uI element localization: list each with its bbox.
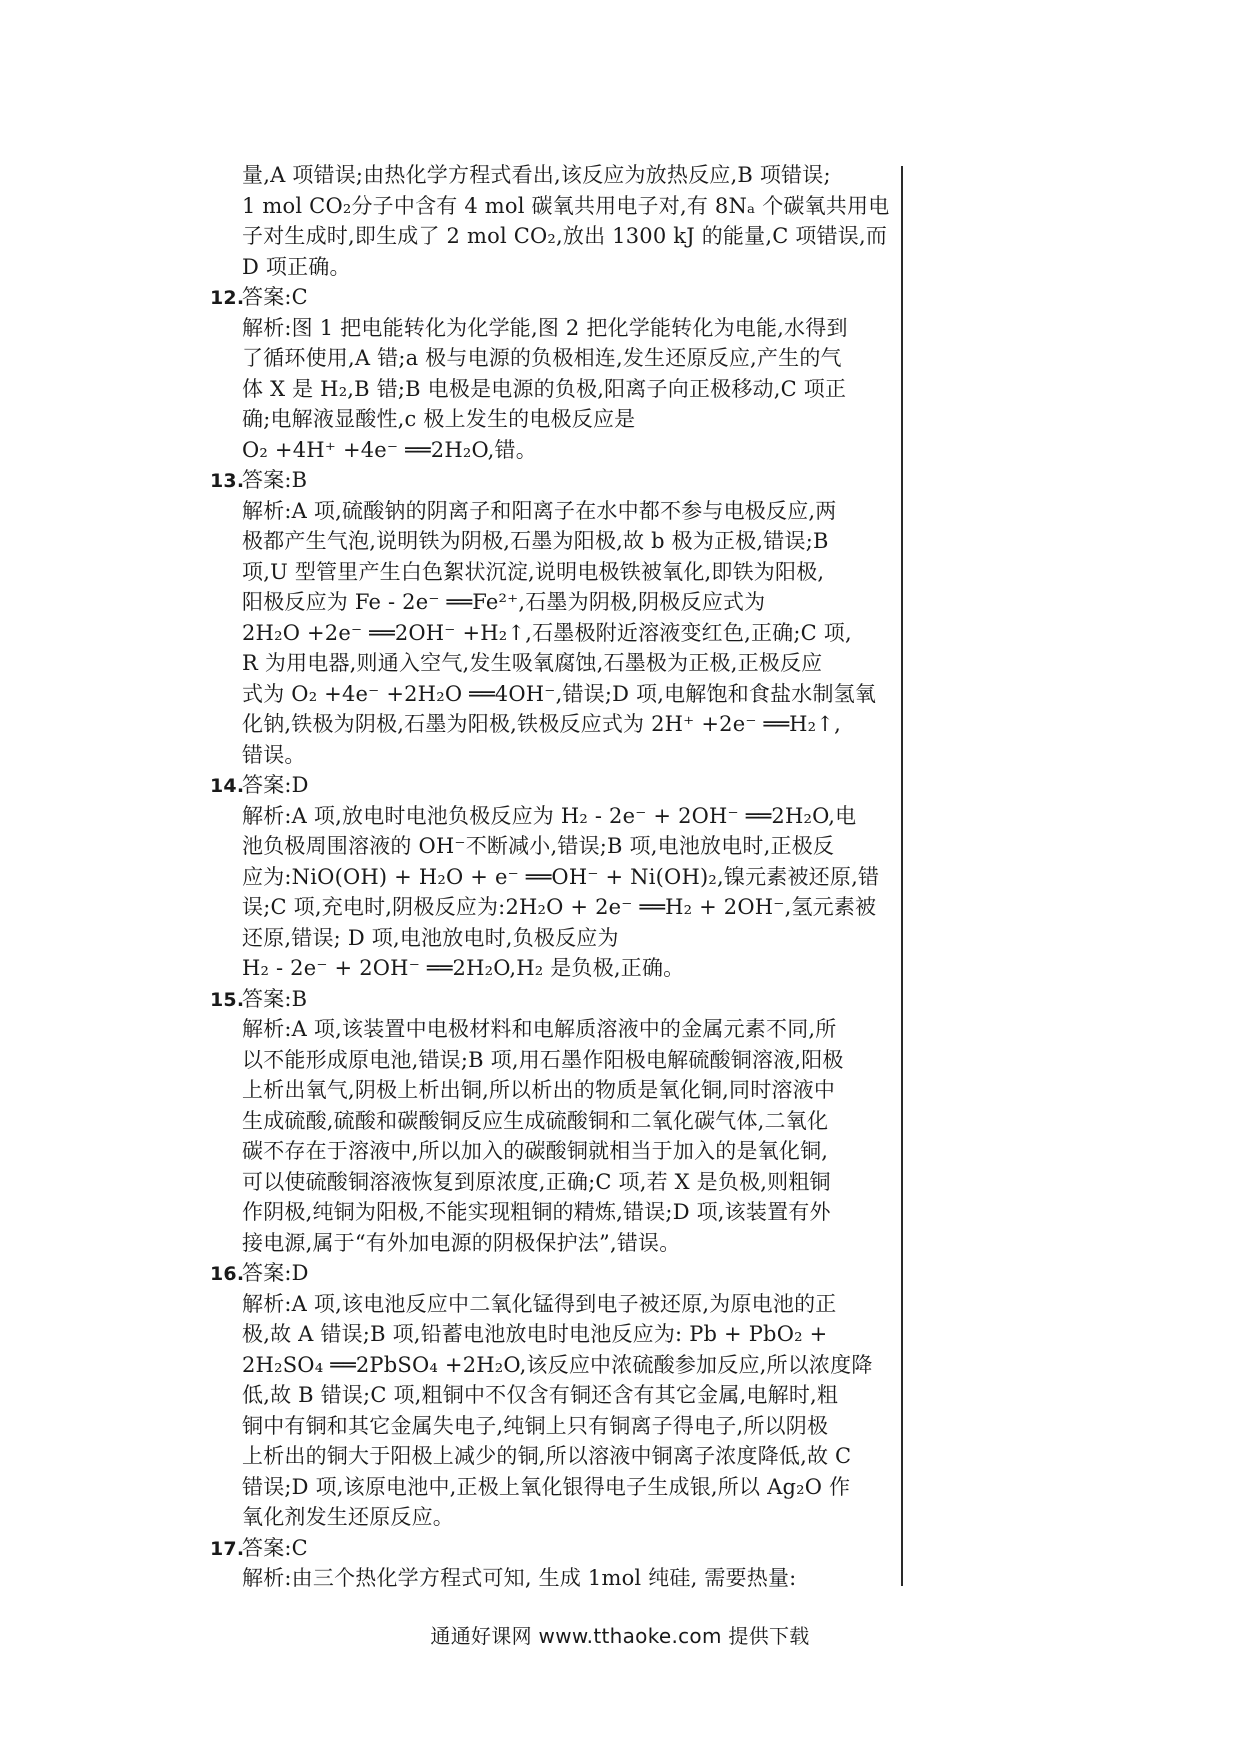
- explanation-line: 解析:A 项,硫酸钠的阴离子和阳离子在水中都不参与电极反应,两: [242, 498, 837, 523]
- explanation-line: 铜中有铜和其它金属失电子,纯铜上只有铜离子得电子,所以阴极: [242, 1413, 829, 1438]
- continuation-line: D 项正确。: [242, 254, 351, 279]
- explanation-line: 了循环使用,A 错;a 极与电源的负极相连,发生还原反应,产生的气: [242, 346, 842, 370]
- explanation-line: 阳极反应为 Fe - 2e⁻ ══Fe²⁺,石墨为阴极,阴极反应式为: [242, 590, 766, 614]
- explanation-line: 接电源,属于“有外加电源的阴极保护法”,错误。: [242, 1230, 681, 1255]
- footer-watermark: 通通好课网 www.tthaoke.com 提供下载: [430, 1624, 810, 1648]
- explanation-line: 极都产生气泡,说明铁为阴极,石墨为阳极,故 b 极为正极,错误;B: [242, 529, 829, 553]
- question-header: [210, 770, 890, 801]
- explanation-line: 可以使硫酸铜溶液恢复到原浓度,正确;C 项,若 X 是负极,则粗铜: [242, 1169, 831, 1194]
- explanation-line: 上析出氧气,阴极上析出铜,所以析出的物质是氧化铜,同时溶液中: [242, 1078, 836, 1102]
- explanation-line: 低,故 B 错误;C 项,粗铜中不仅含有铜还含有其它金属,电解时,粗: [242, 1383, 839, 1407]
- question-number: 14.: [210, 775, 245, 797]
- explanation-line: 解析:A 项,放电时电池负极反应为 H₂ - 2e⁻ + 2OH⁻ ══2H₂O,电: [242, 803, 857, 828]
- explanation-line: 误;C 项,充电时,阴极反应为:2H₂O + 2e⁻ ══H₂ + 2OH⁻,氢元素被: [242, 895, 877, 919]
- question-header: [210, 465, 890, 496]
- explanation-line: 上析出的铜大于阳极上减少的铜,所以溶液中铜离子浓度降低,故 C: [242, 1444, 852, 1468]
- answer-label: 答案:D: [242, 773, 309, 797]
- explanation-line: 碳不存在于溶液中,所以加入的碳酸铜就相当于加入的是氧化铜,: [242, 1139, 829, 1163]
- column-divider: [901, 166, 903, 1586]
- explanation-line: 应为:NiO(OH) + H₂O + e⁻ ══OH⁻ + Ni(OH)₂,镍元素被还原,错: [242, 864, 880, 889]
- question-header: [210, 282, 890, 313]
- explanation-line: 错误;D 项,该原电池中,正极上氧化银得电子生成银,所以 Ag₂O 作: [242, 1474, 851, 1499]
- question-number: 16.: [210, 1263, 245, 1285]
- explanation-line: O₂ +4H⁺ +4e⁻ ══2H₂O,错。: [242, 437, 537, 462]
- explanation-line: 体 X 是 H₂,B 错;B 电极是电源的负极,阳离子向正极移动,C 项正: [242, 376, 847, 401]
- question-number: 13.: [210, 470, 245, 492]
- answer-label: 答案:C: [242, 1535, 308, 1560]
- continuation-line: 量,A 项错误;由热化学方程式看出,该反应为放热反应,B 项错误;: [242, 163, 831, 187]
- question-header: [210, 1533, 890, 1564]
- question-number: 17.: [210, 1537, 245, 1560]
- explanation-line: 解析:由三个热化学方程式可知, 生成 1mol 纯硅, 需要热量:: [242, 1566, 797, 1590]
- explanation-line: 作阴极,纯铜为阳极,不能实现粗铜的精炼,错误;D 项,该装置有外: [242, 1200, 831, 1224]
- answer-label: 答案:B: [242, 468, 308, 492]
- question-header: [210, 1258, 890, 1289]
- explanation-line: 错误。: [242, 742, 306, 767]
- explanation-line: 化钠,铁极为阴极,石墨为阳极,铁极反应式为 2H⁺ +2e⁻ ══H₂↑,: [242, 712, 841, 736]
- continuation-line: 子对生成时,即生成了 2 mol CO₂,放出 1300 kJ 的能量,C 项错误,而: [242, 224, 888, 248]
- explanation-line: 项,U 型管里产生白色絮状沉淀,说明电极铁被氧化,即铁为阳极,: [242, 559, 825, 584]
- answer-label: 答案:D: [242, 1261, 309, 1285]
- explanation-line: 解析:A 项,该装置中电极材料和电解质溶液中的金属元素不同,所: [242, 1017, 837, 1041]
- explanation-line: 解析:图 1 把电能转化为化学能,图 2 把化学能转化为电能,水得到: [242, 315, 848, 340]
- explanation-line: 极,故 A 错误;B 项,铅蓄电池放电时电池反应为: Pb + PbO₂ +: [242, 1322, 828, 1346]
- explanation-line: 生成硫酸,硫酸和碳酸铜反应生成硫酸铜和二氧化碳气体,二氧化: [242, 1108, 829, 1133]
- question-number: 12.: [210, 287, 245, 309]
- answer-label: 答案:B: [242, 986, 308, 1011]
- explanation-line: 确;电解液显酸性,c 极上发生的电极反应是: [242, 407, 636, 431]
- question-number: 15.: [210, 988, 245, 1011]
- question-header: [210, 984, 890, 1015]
- explanation-line: 氧化剂发生还原反应。: [242, 1505, 454, 1529]
- explanation-line: 以不能形成原电池,错误;B 项,用石墨作阳极电解硫酸铜溶液,阳极: [242, 1047, 844, 1072]
- explanation-line: 池负极周围溶液的 OH⁻不断减小,错误;B 项,电池放电时,正极反: [242, 834, 835, 858]
- continuation-line: 1 mol CO₂分子中含有 4 mol 碳氧共用电子对,有 8Nₐ 个碳氧共用电: [242, 193, 890, 218]
- explanation-line: 2H₂O +2e⁻ ══2OH⁻ +H₂↑,石墨极附近溶液变红色,正确;C 项,: [242, 620, 852, 645]
- explanation-line: 2H₂SO₄ ══2PbSO₄ +2H₂O,该反应中浓硫酸参加反应,所以浓度降: [242, 1352, 873, 1377]
- answer-explanations: [210, 160, 890, 1594]
- explanation-line: 还原,错误; D 项,电池放电时,负极反应为: [242, 925, 619, 950]
- explanation-line: R 为用电器,则通入空气,发生吸氧腐蚀,石墨极为正极,正极反应: [242, 651, 823, 675]
- explanation-line: 解析:A 项,该电池反应中二氧化锰得到电子被还原,为原电池的正: [242, 1291, 837, 1316]
- explanation-line: 式为 O₂ +4e⁻ +2H₂O ══4OH⁻,错误;D 项,电解饱和食盐水制氢氧: [242, 681, 877, 706]
- answer-label: 答案:C: [242, 285, 308, 309]
- explanation-line: H₂ - 2e⁻ + 2OH⁻ ══2H₂O,H₂ 是负极,正确。: [242, 956, 685, 980]
